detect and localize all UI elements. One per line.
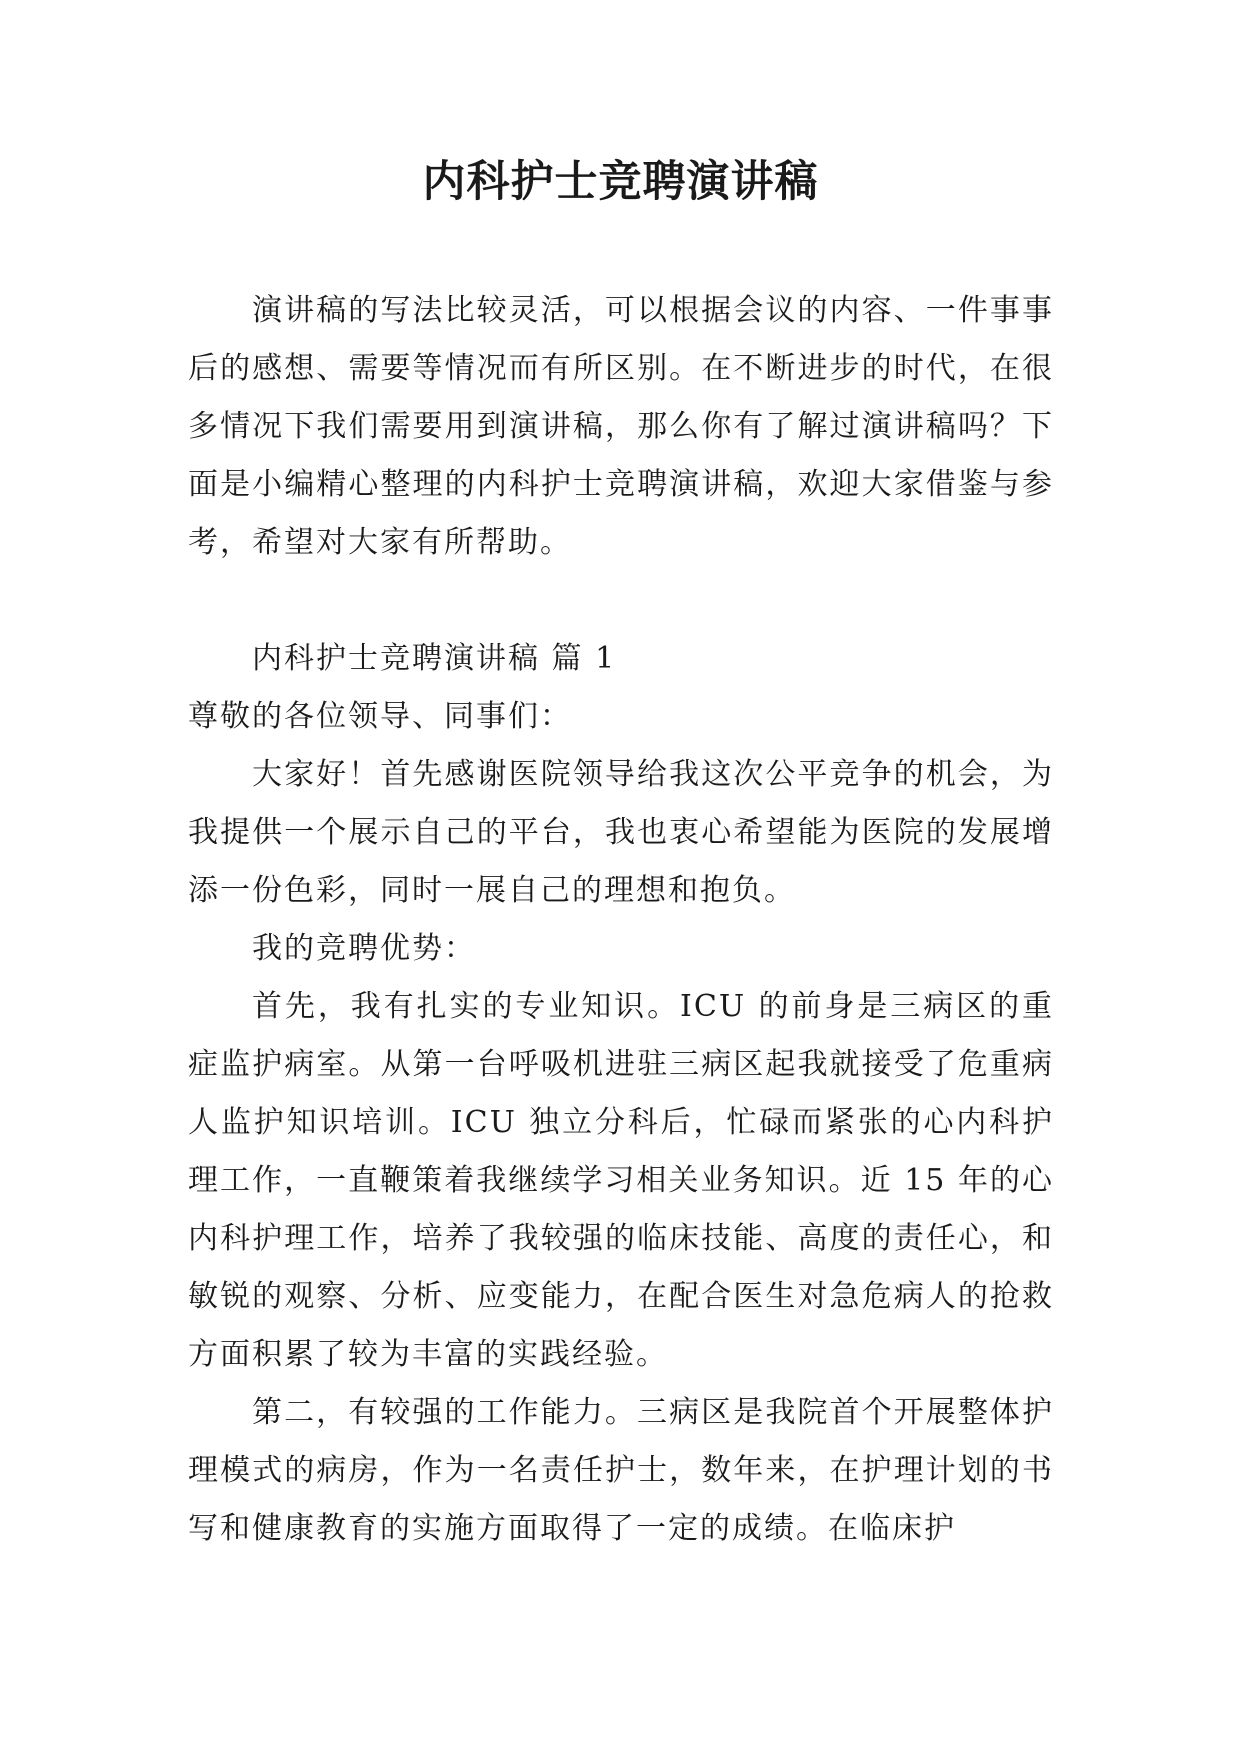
body-paragraph: 我的竞聘优势：	[252, 931, 476, 966]
intro-paragraph: 演讲稿的写法比较灵活，可以根据会议的内容、一件事事后的感想、需要等情况而有所区别。在不断进步的时代，在很多情况下我们需要用到演讲稿，那么你有了解过演讲稿吗？下面是小编精心整理的内科护士竞聘演讲稿，欢迎大家借鉴与参考，希望对大家有所帮助。	[188, 293, 1054, 560]
section-heading: 内科护士竞聘演讲稿 篇 1	[252, 641, 617, 676]
body-paragraph: 首先，我有扎实的专业知识。ICU 的前身是三病区的重症监护病室。从第一台呼吸机进驻三病区起我就接受了危重病人监护知识培训。ICU 独立分科后，忙碌而紧张的心内科护理工作，一直鞭策着我继续学习相关业务知识。近 15 年的心内科护理工作，培养了我较强的临床技能、高度的责任心，和敏锐的观察、分析、应变能力，在配合医生对急危病人的抢救方面积累了较为丰富的实践经验。	[188, 989, 1054, 1372]
document-title: 内科护士竞聘演讲稿	[422, 157, 819, 207]
document-body	[188, 282, 1054, 1558]
body-paragraph: 大家好！首先感谢医院领导给我这次公平竞争的机会，为我提供一个展示自己的平台，我也衷心希望能为医院的发展增添一份色彩，同时一展自己的理想和抱负。	[188, 757, 1054, 908]
salutation: 尊敬的各位领导、同事们：	[188, 699, 572, 734]
body-paragraph: 第二，有较强的工作能力。三病区是我院首个开展整体护理模式的病房，作为一名责任护士，数年来，在护理计划的书写和健康教育的实施方面取得了一定的成绩。在临床护	[188, 1395, 1054, 1546]
